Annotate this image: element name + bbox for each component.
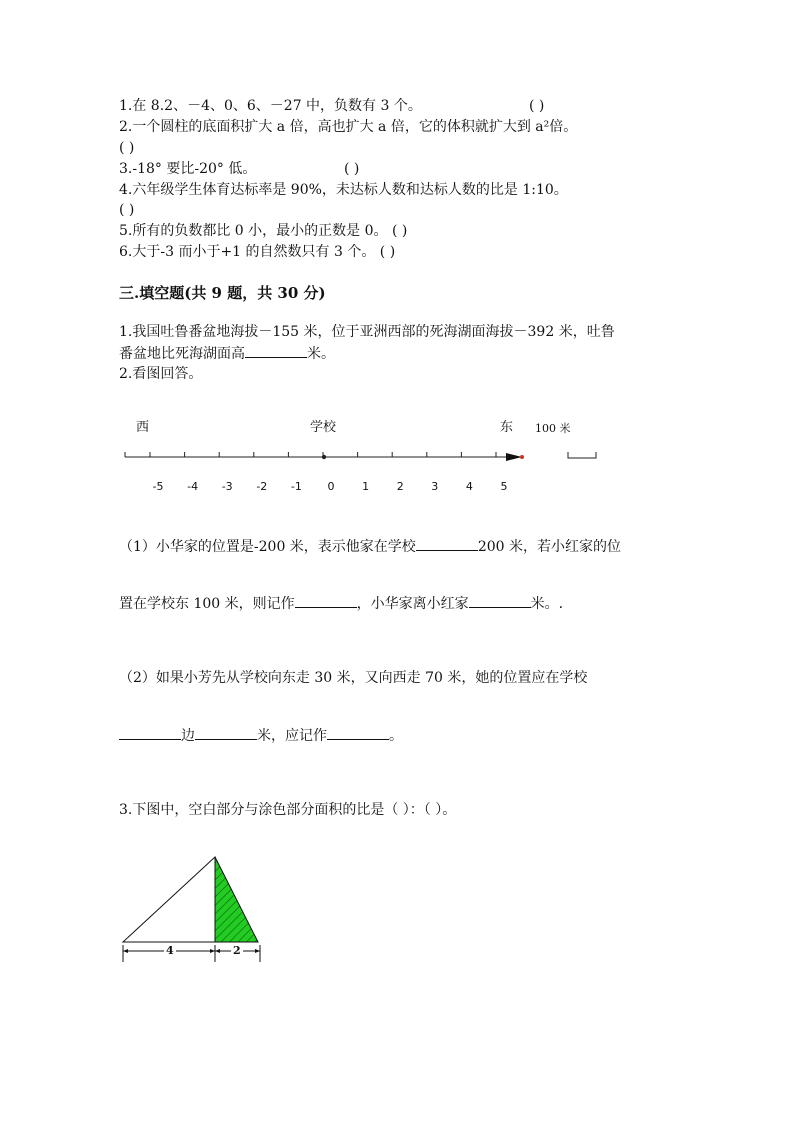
section-heading: 三.填空题(共 9 题，共 30 分) — [119, 284, 326, 302]
tick-label: -3 — [221, 480, 233, 493]
scale-bracket — [568, 452, 596, 458]
judgment-q1: 1.在 8.2、－4、0、6、－27 中，负数有 3 个。 ( ) — [119, 98, 545, 114]
judgment-q2: 2.一个圆柱的底面积扩大 a 倍，高也扩大 a 倍，它的体积就扩大到 a²倍。 — [119, 119, 578, 135]
judgment-q3: 3.-18° 要比-20° 低。 ( ) — [119, 161, 360, 177]
fill-q2-part1-line1: （1）小华家的位置是-200 米，表示他家在学校 200 米，若小红家的位 — [119, 536, 621, 557]
fill-q1-line1: 1.我国吐鲁番盆地海拔－155 米，位于亚洲西部的死海湖面海拔－392 米，吐鲁 — [119, 324, 615, 340]
tick-label: 0 — [327, 480, 335, 493]
fill-q2-part2-line1: （2）如果小芳先从学校向东走 30 米，又向西走 70 米，她的位置应在学校 — [119, 670, 588, 686]
tick-label: 4 — [465, 480, 473, 493]
judgment-q5: 5.所有的负数都比 0 小，最小的正数是 0。 ( ) — [119, 223, 408, 239]
school-dot — [322, 455, 326, 459]
answer-paren[interactable]: ( ) — [529, 98, 545, 114]
answer-blank[interactable] — [416, 536, 478, 551]
tick-label: -2 — [256, 480, 268, 493]
answer-blank[interactable] — [119, 725, 181, 740]
tick-label: -4 — [187, 480, 199, 493]
answer-blank[interactable] — [295, 593, 357, 608]
tick-label: 2 — [396, 480, 404, 493]
answer-blank[interactable] — [469, 593, 531, 608]
school-label: 学校 — [310, 420, 337, 435]
tick-label: -1 — [290, 480, 302, 493]
length-label-2: 2 — [233, 944, 241, 957]
judgment-q4-paren[interactable]: ( ) — [119, 202, 135, 218]
blank-triangle — [123, 857, 215, 942]
west-label: 西 — [136, 420, 150, 435]
tick-label: 3 — [431, 480, 439, 493]
judgment-q6: 6.大于-3 而小于+1 的自然数只有 3 个。 ( ) — [119, 244, 396, 260]
length-label-4: 4 — [166, 944, 174, 957]
end-dot — [520, 455, 524, 459]
judgment-q4: 4.六年级学生体育达标率是 90%，未达标人数和达标人数的比是 1:10。 — [119, 182, 568, 198]
fill-q1-line2: 番盆地比死海湖面高 米。 — [119, 343, 335, 364]
tick-label: 1 — [362, 480, 370, 493]
tick-label: -5 — [152, 480, 164, 493]
tick-label: 5 — [500, 480, 508, 493]
fill-q2-title: 2.看图回答。 — [119, 366, 203, 382]
answer-paren[interactable]: ( ) — [344, 161, 360, 177]
fill-q2-part1-line2: 置在学校东 100 米，则记作 ，小华家离小红家 米。. — [119, 593, 563, 614]
arrow-head-icon — [506, 453, 522, 461]
judgment-q2-paren[interactable]: ( ) — [119, 140, 135, 156]
number-line — [125, 452, 596, 461]
fill-q2-part2-line2: 边 米，应记作 。 — [119, 725, 403, 746]
fill-q3: 3.下图中，空白部分与涂色部分面积的比是（ ）：（ ）。 — [119, 802, 457, 818]
answer-blank[interactable] — [195, 725, 257, 740]
east-label: 东 — [500, 420, 514, 435]
answer-blank[interactable] — [327, 725, 389, 740]
scale-label: 100 米 — [535, 422, 571, 435]
shaded-triangle — [215, 857, 258, 942]
